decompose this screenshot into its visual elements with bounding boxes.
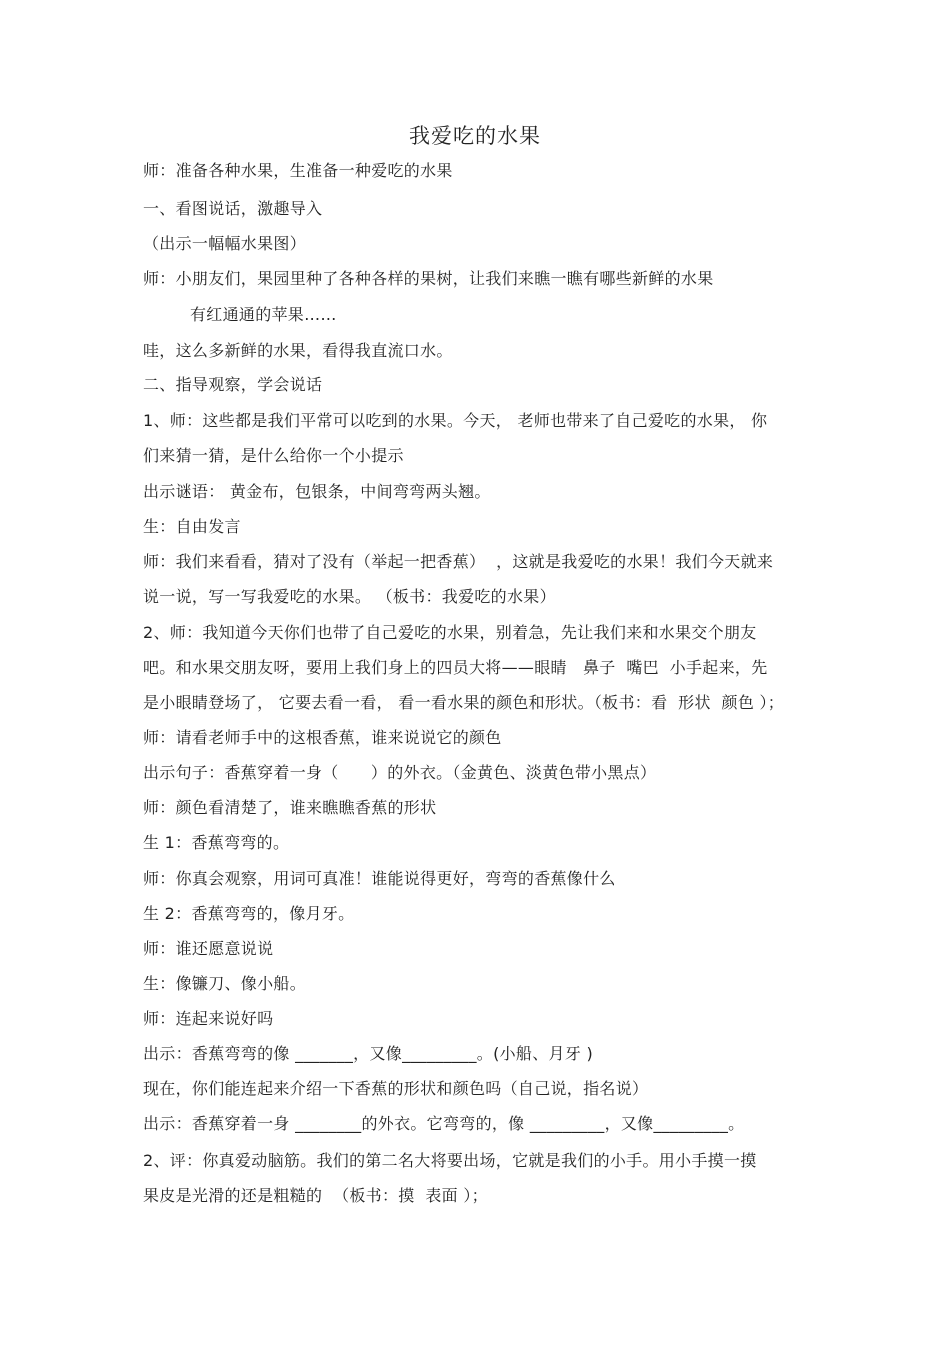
text-line: 现在，你们能连起来介绍一下香蕉的形状和颜色吗（自己说，指名说） bbox=[143, 1079, 649, 1098]
text-line: 2、师：我知道今天你们也带了自己爱吃的水果，别着急，先让我们来和水果交个朋友 bbox=[143, 623, 757, 642]
text-line: 出示：香蕉弯弯的像 _______，又像_________。(小船、月牙 ) bbox=[143, 1044, 594, 1063]
text-line: 出示谜语： 黄金布，包银条，中间弯弯两头翘。 bbox=[143, 482, 491, 501]
text-line: 是小眼睛登场了， 它要去看一看， 看一看水果的颜色和形状。（板书：看 形状 颜色 ）； bbox=[143, 693, 785, 712]
section-heading: 一、看图说话，激趣导入 bbox=[143, 199, 323, 218]
text-line: 出示句子：香蕉穿着一身（ ）的外衣。（金黄色、淡黄色带小黑点） bbox=[143, 763, 657, 782]
text-line: 师：小朋友们，果园里种了各种各样的果树，让我们来瞧一瞧有哪些新鲜的水果 bbox=[143, 269, 714, 288]
text-line: 生：像镰刀、像小船。 bbox=[143, 974, 307, 993]
text-line: 1、师：这些都是我们平常可以吃到的水果。今天， 老师也带来了自己爱吃的水果， 你 bbox=[143, 411, 768, 430]
text-line: 师：请看老师手中的这根香蕉，谁来说说它的颜色 bbox=[143, 728, 502, 747]
text-line: 吧。和水果交朋友呀，要用上我们身上的四员大将——眼睛 鼻子 嘴巴 小手起来，先 bbox=[143, 658, 768, 677]
text-line: 哇，这么多新鲜的水果，看得我直流口水。 bbox=[143, 341, 453, 360]
text-line: 师：准备各种水果，生准备一种爱吃的水果 bbox=[143, 161, 453, 180]
text-line: 有红通通的苹果…… bbox=[190, 305, 337, 324]
text-line: （出示一幅幅水果图） bbox=[143, 234, 307, 253]
section-heading: 二、指导观察，学会说话 bbox=[143, 375, 323, 394]
text-line: 师：连起来说好吗 bbox=[143, 1009, 274, 1028]
text-line: 师：谁还愿意说说 bbox=[143, 939, 274, 958]
text-line: 们来猜一猜，是什么给你一个小提示 bbox=[143, 446, 404, 465]
text-line: 生 2：香蕉弯弯的，像月牙。 bbox=[143, 904, 355, 923]
text-line: 出示：香蕉穿着一身 ________的外衣。它弯弯的，像 _________，又像_________。 bbox=[143, 1114, 745, 1133]
text-line: 2、评：你真爱动脑筋。我们的第二名大将要出场，它就是我们的小手。用小手摸一摸 bbox=[143, 1151, 757, 1170]
text-line: 说一说，写一写我爱吃的水果。 （板书：我爱吃的水果） bbox=[143, 587, 556, 606]
page-title: 我爱吃的水果 bbox=[409, 124, 541, 148]
text-line: 生 1：香蕉弯弯的。 bbox=[143, 833, 290, 852]
text-line: 师：颜色看清楚了，谁来瞧瞧香蕉的形状 bbox=[143, 798, 437, 817]
text-line: 果皮是光滑的还是粗糙的 （板书：摸 表面 ）； bbox=[143, 1186, 488, 1205]
text-line: 师：我们来看看，猜对了没有（举起一把香蕉） ，这就是我爱吃的水果！我们今天就来 bbox=[143, 552, 774, 571]
text-line: 师：你真会观察，用词可真准！谁能说得更好，弯弯的香蕉像什么 bbox=[143, 869, 616, 888]
text-line: 生：自由发言 bbox=[143, 517, 241, 536]
